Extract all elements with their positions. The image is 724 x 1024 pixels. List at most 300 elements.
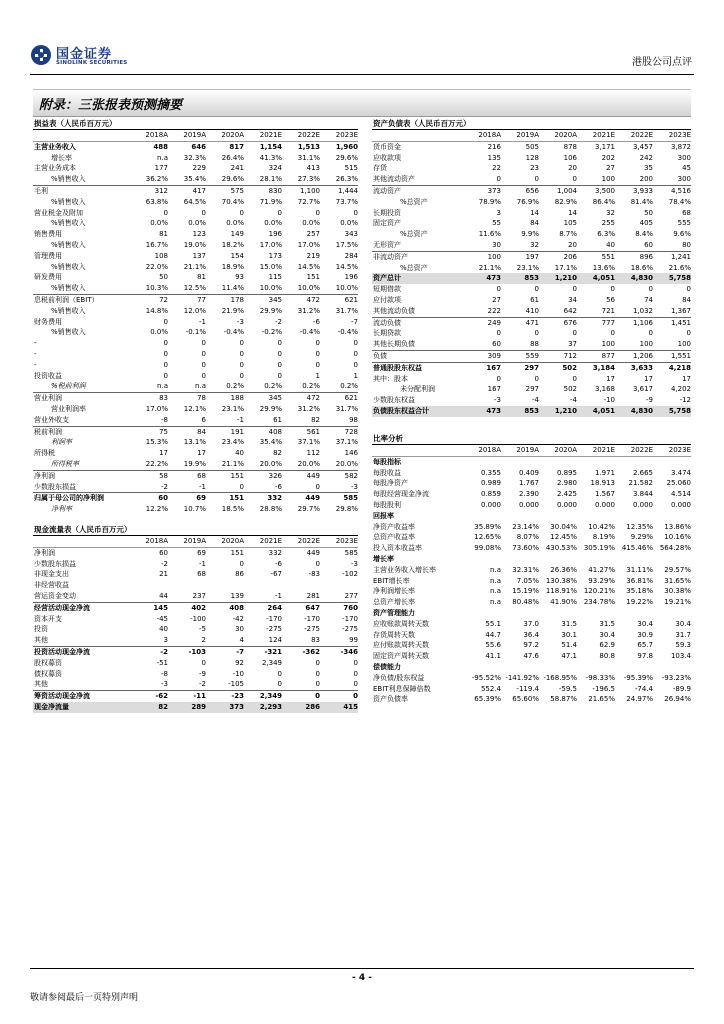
row-label: 税前利润 (33, 426, 130, 437)
year-header: 2021E (244, 130, 282, 141)
table-row (372, 218, 691, 229)
row-label: 净利润 (34, 548, 55, 557)
cell-value (539, 662, 577, 673)
cell-value: 0 (353, 669, 358, 678)
cell-value: -95.39% (623, 673, 653, 682)
cell-value: 19.22% (626, 598, 653, 607)
cell-value: 81.4% (630, 197, 653, 206)
cell-value: 12.0% (183, 306, 206, 315)
cell-value: 896 (615, 251, 653, 262)
cell-value: 35.4% (183, 175, 206, 184)
disclaimer-text: 敬请参阅最后一页特别声明 (30, 993, 139, 1003)
cell-value: 55.6 (485, 641, 501, 650)
cell-value: 0 (534, 329, 539, 338)
row-label: 货币资金 (373, 142, 401, 151)
cell-value: 222 (487, 306, 501, 315)
cell-value (501, 608, 539, 619)
cell-value: 4,830 (615, 406, 653, 417)
cell-value (653, 608, 691, 619)
cell-value: 151 (306, 273, 320, 282)
cell-value: 4,051 (577, 406, 615, 417)
cell-value: 26.4% (221, 153, 244, 162)
cell-value: -275 (266, 625, 282, 634)
cell-value: 32.3% (183, 153, 206, 162)
cell-value: 1 (315, 371, 320, 380)
cell-value: 88 (530, 340, 539, 349)
table-row (33, 426, 358, 437)
cell-value: 60 (644, 240, 653, 249)
cell-value: 82.9% (554, 197, 577, 206)
year-header: 2018A (463, 445, 501, 456)
cell-value: 0 (315, 482, 320, 491)
cell-value: 56 (606, 295, 615, 304)
cell-value: 241 (230, 164, 244, 173)
cell-value: 300 (677, 175, 691, 184)
cell-value: -100 (190, 614, 206, 623)
table-row (33, 437, 358, 448)
cell-value: 12.45% (550, 533, 577, 542)
cell-value: -0.1% (185, 328, 206, 337)
cell-value: 151 (206, 493, 244, 504)
cell-value: 0.859 (480, 490, 501, 499)
cell-value: 30.1 (561, 630, 577, 639)
table-row (372, 522, 691, 533)
cell-value: 23 (530, 164, 539, 173)
cell-value: 8.4% (635, 230, 653, 239)
cell-value: 188 (206, 393, 244, 404)
cell-value: 0 (496, 374, 501, 383)
table-row (33, 569, 358, 580)
cell-value: 55 (492, 219, 501, 228)
cell-value: 0 (277, 339, 282, 348)
cell-value: 4 (239, 636, 244, 645)
cell-value: 1.567 (594, 490, 615, 499)
cell-value: 30.9 (637, 630, 653, 639)
cell-value: 84 (530, 219, 539, 228)
table-row (33, 624, 358, 635)
cell-value: 21.582 (628, 479, 653, 488)
cell-value: 4,830 (615, 273, 653, 284)
year-header: 2022E (615, 130, 653, 141)
year-header: 2018A (463, 130, 501, 141)
cell-value: 124 (268, 636, 282, 645)
cell-value: n.a (157, 153, 168, 162)
cell-value: 58 (130, 470, 168, 481)
cell-value: -7 (206, 646, 244, 657)
cell-value: 2,293 (244, 702, 282, 713)
cell-value: 100 (677, 340, 691, 349)
cell-value: 20.0% (259, 459, 282, 468)
cell-value: 40 (235, 449, 244, 458)
cell-value: 137 (192, 251, 206, 260)
cell-value: 0.0% (340, 219, 358, 228)
cell-value: 93.29% (588, 576, 615, 585)
row-label: 每股收益 (373, 468, 401, 477)
cell-value: 22 (492, 164, 501, 173)
cell-value: 98 (349, 415, 358, 424)
cell-value: 0.0% (150, 219, 168, 228)
cell-value: -2 (161, 559, 168, 568)
cell-value: -3 (161, 680, 168, 689)
cell-value: 830 (244, 185, 282, 196)
cell-value: 216 (487, 142, 501, 151)
cell-value: 47.1 (561, 652, 577, 661)
cell-value: 65.60% (512, 695, 539, 704)
footer-divider (30, 968, 694, 969)
cell-value: 29.57% (664, 565, 691, 574)
cell-value: 0 (163, 208, 168, 217)
cell-value: 21.1% (221, 459, 244, 468)
table-row (372, 597, 691, 608)
cell-value: n.a (195, 382, 206, 391)
row-label: 股权募资 (34, 658, 62, 667)
cell-value: -362 (282, 646, 320, 657)
cell-value: 18.6% (630, 263, 653, 272)
cell-value: 28.1% (259, 175, 282, 184)
cell-value: 80 (682, 240, 691, 249)
cell-value: 0 (534, 285, 539, 294)
row-label: EBIT增长率 (373, 576, 410, 585)
table-row (372, 317, 691, 328)
row-label: 归属于母公司的净利润 (33, 493, 130, 504)
cell-value: 0 (163, 349, 168, 358)
cell-value: 151 (230, 548, 244, 557)
cell-value: 36.2% (145, 175, 168, 184)
cell-value: 37.1% (335, 438, 358, 447)
cell-value: 0 (277, 371, 282, 380)
row-label: %销售收入 (51, 328, 86, 337)
cell-value: 30 (492, 240, 501, 249)
cell-value: 30.38% (664, 587, 691, 596)
cell-value: 561 (282, 426, 320, 437)
row-label: 财务费用 (34, 317, 62, 326)
table-row (33, 679, 358, 690)
cell-value: 29.9% (259, 404, 282, 413)
cell-value: 0 (353, 658, 358, 667)
table-row (372, 229, 691, 240)
ratios-table (372, 445, 691, 705)
cell-value (653, 511, 691, 522)
year-header: 2023E (320, 130, 358, 141)
cell-value: 0.409 (518, 468, 539, 477)
cell-value: 118.91% (545, 587, 577, 596)
cell-value: 29.9% (259, 306, 282, 315)
cell-value: 154 (230, 251, 244, 260)
cell-value: 13.6% (592, 263, 615, 272)
table-row (33, 448, 358, 459)
table-row (33, 559, 358, 570)
cell-value: 44 (159, 591, 168, 600)
cell-value: 196 (268, 230, 282, 239)
cell-value: 20.0% (297, 459, 320, 468)
table-row (33, 591, 358, 602)
table-row (372, 395, 691, 406)
cell-value: 99.08% (474, 544, 501, 553)
cell-value: 0 (201, 339, 206, 348)
cell-value: 58.87% (550, 695, 577, 704)
row-label: 总资产收益率 (373, 533, 415, 542)
table-row (33, 415, 358, 426)
cell-value: 17.0% (145, 404, 168, 413)
cell-value: 0.0% (226, 219, 244, 228)
cell-value: 108 (154, 251, 168, 260)
cell-value: 0.2% (340, 382, 358, 391)
cell-value: 760 (320, 602, 358, 613)
cell-value: 0 (496, 329, 501, 338)
cell-value: 31.11% (626, 565, 653, 574)
cell-value: 0 (686, 329, 691, 338)
row-label: 固定资产 (373, 219, 401, 228)
cell-value: 86.4% (592, 197, 615, 206)
row-label: %销售收入 (51, 262, 86, 271)
cell-value: 505 (525, 142, 539, 151)
table-row (372, 174, 691, 185)
cell-value: 61 (530, 295, 539, 304)
cell-value: -3 (351, 559, 358, 568)
cell-value: 621 (320, 294, 358, 305)
cell-value: -0.4% (299, 328, 320, 337)
cell-value: 0 (353, 349, 358, 358)
cell-value: 139 (230, 591, 244, 600)
cell-value: 0.0% (264, 219, 282, 228)
row-label: 短期借款 (373, 285, 401, 294)
row-label: 资产管理能力 (373, 608, 415, 617)
cell-value: 65.7 (637, 641, 653, 650)
year-header: 2023E (653, 445, 691, 456)
year-header-row (372, 445, 691, 456)
income-table (33, 130, 358, 515)
table-row (33, 294, 358, 305)
cell-value: -12 (679, 396, 691, 405)
table-row (33, 504, 358, 515)
cell-value: 17 (606, 374, 615, 383)
cell-value: 237 (192, 591, 206, 600)
row-label: 投资收益 (34, 371, 62, 380)
row-label: 普通股股东权益 (372, 362, 463, 373)
row-label: 无形资产 (373, 240, 401, 249)
row-label: 管理费用 (34, 251, 62, 260)
row-label: 营运资金变动 (34, 591, 76, 600)
cell-value: 73.60% (512, 544, 539, 553)
row-label: %总资产 (400, 230, 428, 239)
cell-value: 173 (268, 251, 282, 260)
table-row (33, 141, 358, 152)
cell-value: 585 (344, 548, 358, 557)
cell-value: 326 (244, 470, 282, 481)
cell-value: 12.35% (626, 522, 653, 531)
cell-value: 68 (168, 470, 206, 481)
cell-value: -105 (228, 680, 244, 689)
cell-value: 1,960 (335, 142, 358, 151)
table-row (33, 482, 358, 493)
cell-value: -2 (161, 482, 168, 491)
table-row (33, 381, 358, 392)
year-header: 2023E (653, 130, 691, 141)
cell-value: -196.5 (592, 684, 615, 693)
cell-value: -0.4% (337, 328, 358, 337)
cell-value: -59.5 (558, 684, 577, 693)
year-header-row (33, 130, 358, 141)
row-label: 息税前利润（EBIT） (33, 294, 130, 305)
cell-value: 3,617 (632, 385, 653, 394)
table-row (372, 306, 691, 317)
cell-value: 76.9% (516, 197, 539, 206)
row-label: 投资 (34, 625, 48, 634)
cell-value: 373 (463, 185, 501, 196)
cell-value: 10.7% (183, 505, 206, 514)
cell-value: 17 (197, 449, 206, 458)
cell-value: 130.38% (545, 576, 577, 585)
cell-value: 642 (563, 306, 577, 315)
cell-value: 4,051 (577, 273, 615, 284)
row-label: 每股指标 (373, 457, 401, 466)
cell-value: 286 (282, 702, 320, 713)
row-label: 非经营收益 (34, 581, 69, 590)
cell-value: -8 (161, 415, 168, 424)
balance-sheet-section (372, 118, 691, 417)
table-row (372, 240, 691, 251)
cell-value: 14 (530, 208, 539, 217)
cell-value: 100 (639, 340, 653, 349)
table-row (372, 251, 691, 262)
cell-value: 473 (463, 406, 501, 417)
row-label: 应付款项 (373, 295, 401, 304)
row-label: 其他流动负债 (373, 306, 415, 315)
cell-value: -4 (570, 396, 577, 405)
row-label: 销售费用 (34, 230, 62, 239)
year-header: 2022E (282, 536, 320, 547)
cell-value: 81 (197, 273, 206, 282)
cell-value: 0.0% (150, 328, 168, 337)
cell-value: 19.21% (664, 598, 691, 607)
cell-value: 3,933 (615, 185, 653, 196)
cell-value: 23.1% (221, 404, 244, 413)
cell-value: 37.1% (297, 438, 320, 447)
cell-value: 27 (492, 295, 501, 304)
cell-value: -9 (646, 396, 653, 405)
cell-value: 16.7% (145, 240, 168, 249)
cell-value: -11 (168, 691, 206, 702)
year-header: 2019A (168, 536, 206, 547)
cell-value: 8.07% (516, 533, 539, 542)
row-label: 主营业务成本 (34, 164, 76, 173)
cashflow-title: 现金流量表（人民币百万元） (33, 524, 358, 536)
table-row (33, 646, 358, 657)
cell-value (463, 662, 501, 673)
cell-value: 196 (344, 273, 358, 282)
cell-value: 0 (239, 339, 244, 348)
row-label: 经营活动现金净流 (33, 602, 130, 613)
cell-value: 415.46% (621, 544, 653, 553)
cell-value: 0 (496, 285, 501, 294)
table-row (33, 459, 358, 470)
cell-value: 19.0% (183, 240, 206, 249)
cell-value: 35.4% (259, 438, 282, 447)
cell-value: 65.39% (474, 695, 501, 704)
cell-value: 103.4 (670, 652, 691, 661)
year-header: 2019A (501, 445, 539, 456)
report-type: 港股公司点评 (632, 57, 692, 68)
cell-value: 15.19% (512, 587, 539, 596)
cell-value: 31.5 (599, 619, 615, 628)
cell-value: 99 (349, 636, 358, 645)
row-label: 少数股东损益 (34, 559, 76, 568)
cell-value: 50 (159, 273, 168, 282)
year-header: 2021E (577, 445, 615, 456)
income-title: 损益表（人民币百万元） (33, 118, 358, 130)
cell-value: n.a (490, 565, 501, 574)
cell-value: 3,457 (632, 142, 653, 151)
table-row (33, 493, 358, 504)
cell-value: 7.05% (516, 576, 539, 585)
cell-value: 31.7 (675, 630, 691, 639)
cell-value: 21.9% (221, 306, 244, 315)
cell-value: 26.3% (335, 175, 358, 184)
row-label: 回报率 (373, 511, 394, 520)
cell-value: 27 (606, 164, 615, 173)
cell-value: 0 (534, 374, 539, 383)
cell-value: 0 (201, 349, 206, 358)
cell-value: 0.0% (188, 219, 206, 228)
cell-value: 0 (572, 285, 577, 294)
table-row (372, 640, 691, 651)
cell-value: 81 (159, 230, 168, 239)
table-row (33, 153, 358, 164)
cell-value: 30 (235, 625, 244, 634)
cell-value: 83 (130, 393, 168, 404)
cell-value: 0 (315, 680, 320, 689)
balance-title: 资产负债表（人民币百万元） (372, 118, 691, 130)
cell-value: 0.000 (670, 500, 691, 509)
cell-value: 1,032 (632, 306, 653, 315)
cell-value: 777 (577, 317, 615, 328)
row-label: 固定资产周转天数 (373, 652, 429, 661)
cell-value: 415 (320, 702, 358, 713)
cell-value: 112 (306, 449, 320, 458)
cell-value: 413 (306, 164, 320, 173)
cell-value: 0 (239, 559, 244, 568)
row-label: 存货周转天数 (373, 630, 415, 639)
cell-value: 27.3% (297, 175, 320, 184)
cell-value: 30.4 (675, 619, 691, 628)
table-row (33, 393, 358, 404)
row-label: 净资产收益率 (373, 522, 415, 531)
cell-value: 135 (487, 153, 501, 162)
cell-value: 449 (306, 548, 320, 557)
cell-value (463, 608, 501, 619)
cell-value: 17.0% (259, 240, 282, 249)
cell-value: 0.000 (556, 500, 577, 509)
row-label: 增长率 (51, 153, 72, 162)
cell-value: -45 (156, 614, 168, 623)
cell-value: -4 (532, 396, 539, 405)
row-label: 利润率 (51, 438, 72, 447)
cell-value: 417 (168, 185, 206, 196)
cell-value: 3,872 (670, 142, 691, 151)
ratio-analysis-section (372, 433, 691, 705)
row-label: 投入资本收益率 (373, 544, 422, 553)
cell-value: 149 (230, 230, 244, 239)
cell-value: 1 (353, 371, 358, 380)
cell-value: 0 (572, 175, 577, 184)
table-row (372, 532, 691, 543)
cell-value (244, 580, 282, 591)
table-row (372, 608, 691, 619)
cell-value: -3 (494, 396, 501, 405)
cell-value: 74 (644, 295, 653, 304)
cell-value: 32 (530, 240, 539, 249)
table-row (372, 141, 691, 152)
